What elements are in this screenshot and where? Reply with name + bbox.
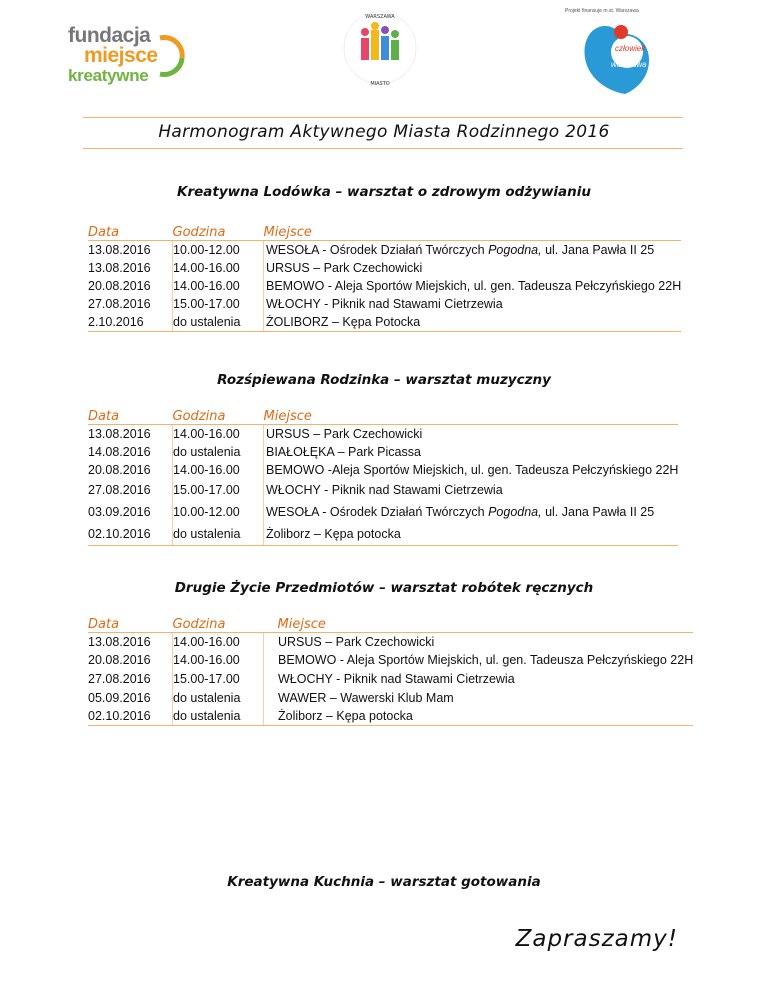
row-date: 03.09.2016	[88, 501, 173, 523]
table-row	[88, 295, 681, 313]
place-italic: Pogodna,	[488, 243, 542, 257]
sponsor-line-2: warszawa	[611, 60, 647, 69]
col-header-place: Miejsce	[264, 404, 679, 425]
place-text: WESOŁA - Ośrodek Działań Twórczych	[266, 505, 489, 519]
table-row	[88, 501, 678, 523]
section-title: Rozśpiewana Rodzinka – warsztat muzyczny	[217, 372, 551, 388]
row-date: 27.08.2016	[88, 295, 173, 313]
logo-line-1: fundacja	[68, 24, 151, 47]
logo-line-3: kreatywne	[68, 66, 149, 85]
page-title: Harmonogram Aktywnego Miasta Rodzinnego 2016	[158, 122, 610, 142]
row-time: 15.00-17.00	[173, 295, 264, 313]
logo-line-2: miejsce	[84, 44, 158, 67]
place-text-rest: ul. Jana Pawła II 25	[541, 505, 655, 519]
section-title: Drugie Życie Przedmiotów – warsztat robótek ręcznych	[174, 580, 594, 596]
warszawa-sponsor-logo	[565, 8, 665, 96]
table-row	[88, 669, 693, 689]
row-time: 10.00-12.00	[173, 501, 264, 523]
schedule-table	[88, 612, 693, 726]
table-row	[88, 461, 678, 479]
row-date: 27.08.2016	[88, 669, 173, 689]
row-time: 14.00-16.00	[173, 425, 264, 444]
row-time: 15.00-17.00	[173, 669, 264, 689]
row-time: 14.00-16.00	[173, 277, 264, 295]
row-date: 13.08.2016	[88, 241, 173, 260]
row-time: do ustalenia	[173, 523, 264, 545]
col-header-place: Miejsce	[264, 220, 682, 241]
row-date: 20.08.2016	[88, 651, 173, 669]
table-row	[88, 241, 681, 260]
warszawa-heart-icon	[565, 16, 665, 100]
place-text: WESOŁA - Ośrodek Działań Twórczych	[266, 243, 489, 257]
row-place: Żoliborz – Kępa potocka	[264, 523, 679, 545]
place-text-rest: ul. Jana Pawła II 25	[541, 243, 655, 257]
row-date: 27.08.2016	[88, 479, 173, 501]
svg-text:WARSZAWA: WARSZAWA	[365, 14, 395, 20]
row-time: 10.00-12.00	[173, 241, 264, 260]
row-date: 14.08.2016	[88, 443, 173, 461]
col-header-date: Data	[88, 404, 173, 425]
title-rule-top	[83, 117, 683, 118]
place-italic: Pogodna,	[488, 505, 542, 519]
section-title: Kreatywna Lodówka – warsztat o zdrowym odżywianiu	[176, 184, 592, 200]
city-seal-icon	[325, 8, 435, 88]
row-place: ŻOLIBORZ – Kępa Potocka	[264, 313, 682, 332]
sponsor-line-1: człowiek	[615, 44, 646, 53]
row-place: WŁOCHY - Piknik nad Stawami Cietrzewia	[278, 672, 515, 686]
row-place: WAWER – Wawerski Klub Mam	[278, 691, 454, 705]
row-time: do ustalenia	[173, 443, 264, 461]
sponsor-caption: Projekt finansuje m.st. Warszawa	[565, 8, 639, 14]
row-date: 02.10.2016	[88, 707, 173, 726]
row-time: do ustalenia	[173, 313, 264, 332]
row-place: URSUS – Park Czechowicki	[266, 427, 423, 441]
col-header-date: Data	[88, 612, 173, 633]
closing-text: Zapraszamy!	[515, 926, 678, 952]
row-place: WŁOCHY - Piknik nad Stawami Cietrzewia	[266, 297, 503, 311]
table-row	[88, 633, 693, 652]
row-place: Żoliborz – Kępa potocka	[264, 707, 694, 726]
row-date: 02.10.2016	[88, 523, 173, 545]
schedule-table	[88, 220, 681, 332]
row-date: 05.09.2016	[88, 689, 173, 707]
col-header-time: Godzina	[173, 220, 264, 241]
table-row	[88, 707, 693, 726]
aktywne-miasto-rodzinne-logo	[325, 8, 435, 88]
col-header-time: Godzina	[173, 612, 264, 633]
row-date: 2.10.2016	[88, 313, 173, 332]
svg-text:MIASTO: MIASTO	[370, 81, 390, 87]
row-place: BEMOWO - Aleja Sportów Miejskich, ul. gen. Tadeusza Pełczyńskiego 22H	[278, 653, 694, 667]
row-time: 14.00-16.00	[173, 651, 264, 669]
row-date: 13.08.2016	[88, 425, 173, 444]
row-date: 20.08.2016	[88, 461, 173, 479]
logo-arc-icon	[154, 28, 188, 78]
col-header-time: Godzina	[173, 404, 264, 425]
table-row	[88, 651, 693, 669]
row-time: 14.00-16.00	[173, 633, 264, 652]
table-row	[88, 277, 681, 295]
table-row	[88, 313, 681, 332]
row-place: BEMOWO - Aleja Sportów Miejskich, ul. gen. Tadeusza Pełczyńskiego 22H	[266, 279, 682, 293]
row-place: BIAŁOŁĘKA – Park Picassa	[266, 445, 421, 459]
table-row	[88, 479, 678, 501]
row-date: 13.08.2016	[88, 259, 173, 277]
row-date: 13.08.2016	[88, 633, 173, 652]
row-place: BEMOWO -Aleja Sportów Miejskich, ul. gen. Tadeusza Pełczyńskiego 22H	[266, 463, 679, 477]
col-header-place: Miejsce	[264, 612, 694, 633]
row-date: 20.08.2016	[88, 277, 173, 295]
table-row	[88, 523, 678, 545]
fundacja-miejsce-kreatywne-logo	[62, 22, 192, 92]
row-time: 14.00-16.00	[173, 461, 264, 479]
row-place: URSUS – Park Czechowicki	[266, 261, 423, 275]
table-row	[88, 443, 678, 461]
title-rule-bottom	[83, 148, 683, 149]
table-row	[88, 689, 693, 707]
row-time: 15.00-17.00	[173, 479, 264, 501]
row-place	[264, 501, 679, 523]
table-row	[88, 259, 681, 277]
row-time: 14.00-16.00	[173, 259, 264, 277]
section-title: Kreatywna Kuchnia – warsztat gotowania	[227, 874, 541, 890]
row-time: do ustalenia	[173, 689, 264, 707]
schedule-table	[88, 404, 678, 546]
col-header-date: Data	[88, 220, 173, 241]
table-row	[88, 425, 678, 444]
row-place: URSUS – Park Czechowicki	[278, 635, 435, 649]
row-place: WŁOCHY - Piknik nad Stawami Cietrzewia	[266, 483, 503, 497]
row-place	[264, 241, 682, 260]
row-time: do ustalenia	[173, 707, 264, 726]
